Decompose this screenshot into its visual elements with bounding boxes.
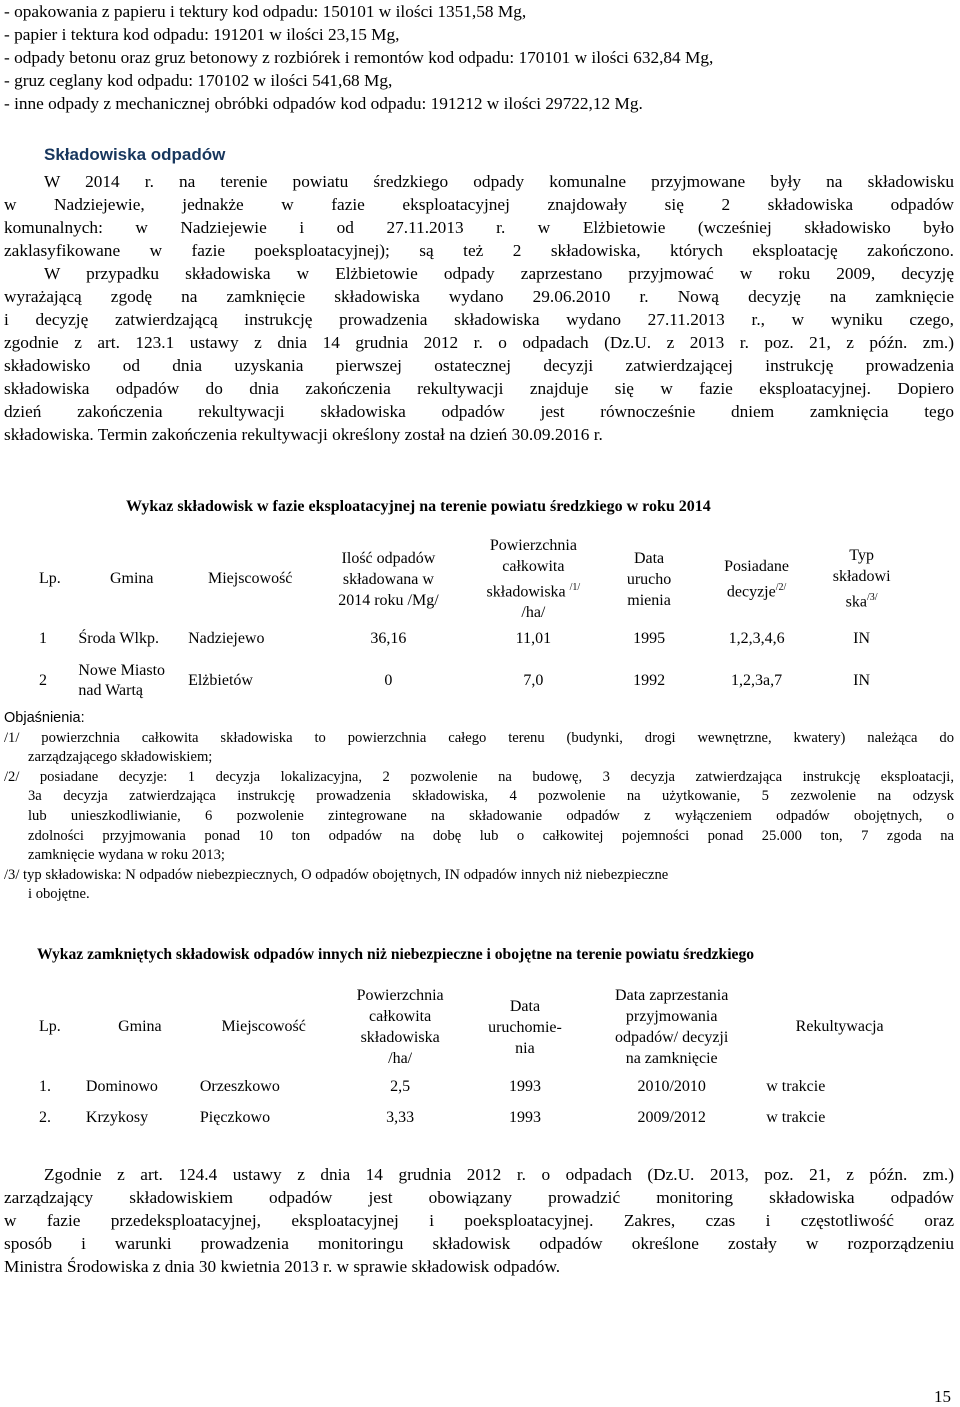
header-line: decyzje <box>726 583 776 601</box>
page-number: 15 <box>934 1387 951 1406</box>
paragraph-line: składowisko od dnia uzyskania pierwszej ostatecznej decyzji zatwierdzającej instrukcję prowadzenia <box>4 356 954 375</box>
list-item: - inne odpady z mechanicznej obróbki odpadów kod odpadu: 191212 w ilości 29722,12 Mg. <box>4 94 643 113</box>
header-line: przyjmowania <box>625 1008 718 1025</box>
paragraph-line: W 2014 r. na terenie powiatu średzkiego odpady komunalne przyjmowane były na składowisku <box>44 172 954 191</box>
header-line: Data zaprzestania <box>615 987 729 1004</box>
footnote-marker: /3/ <box>867 592 878 604</box>
paragraph-2 <box>4 262 954 446</box>
paragraph-line: W przypadku składowiska w Elżbietowie odpady zaprzestano przyjmować w roku 2009, decyzję <box>44 264 954 283</box>
cell-gmina: Krzykosy <box>85 1109 149 1126</box>
paragraph-line: zaklasyfikowane w fazie poeksploatacyjnej); są też 2 składowiska, których eksploatację zakończono. <box>4 241 954 260</box>
cell-miejscowosc: Orzeszkowo <box>199 1078 280 1095</box>
note-line: zdolności przyjmowania ponad 10 ton odpadów na dobę lub o całkowitej pojemności ponad 25.000 ton, 7 zgoda na <box>28 827 954 844</box>
header-line: mienia <box>627 591 671 609</box>
cell-zaprzestanie: 2009/2012 <box>637 1109 706 1126</box>
note-line: zamknięcie wydana w roku 2013; <box>28 847 225 864</box>
note-line: /2/ posiadane decyzje: 1 decyzja lokalizacyjna, 2 pozwolenie na budowę, 3 decyzja zatwierdzająca instrukcję eksploatacji, <box>4 768 954 785</box>
note-line: lub unieszkodliwianie, 6 pozwolenie zintegrowane na składowanie odpadów z wyłączeniem odpadów obojętnych, o <box>28 807 954 824</box>
cell-powierzchnia: 7,0 <box>523 672 544 689</box>
col-miejscowosc: Miejscowość <box>221 1018 306 1035</box>
col-gmina: Gmina <box>118 1018 162 1035</box>
note-line: zarządzającego składowiskiem; <box>28 749 213 766</box>
active-landfills-table <box>36 532 906 710</box>
paragraph-line: składowiska. Termin zakończenia rekultywacji określony został na dzień 30.09.2016 r. <box>4 425 603 444</box>
paragraph-line: w fazie przedeksploatacyjnej, eksploatacyjnej i poeksploatacyjnej. Zakres, czas i częstotliwość oraz <box>4 1211 954 1230</box>
header-line: składowi <box>832 568 891 586</box>
cell-miejscowosc: Nadziejewo <box>188 630 265 647</box>
paragraph-line: Zgodnie z art. 124.4 ustawy z dnia 14 grudnia 2012 r. o odpadach (Dz.U. 2013, poz. 21, z późn. zm.) <box>44 1165 954 1184</box>
cell-lp: 1 <box>39 630 47 647</box>
table1-caption: Wykaz składowisk w fazie eksploatacyjnej na terenie powiatu średzkiego w roku 2014 <box>126 498 711 515</box>
cell-decyzje: 1,2,3,4,6 <box>728 630 785 647</box>
list-item: - opakowania z papieru i tektury kod odpadu: 150101 w ilości 1351,58 Mg, <box>4 2 527 21</box>
cell-powierzchnia: 2,5 <box>390 1078 411 1095</box>
cell-lp: 2 <box>39 672 47 689</box>
paragraph-1 <box>4 170 954 262</box>
cell-data: 1992 <box>633 672 666 689</box>
col-gmina: Gmina <box>109 570 154 587</box>
header-line: Posiadane <box>724 557 790 575</box>
header-line: całkowita <box>502 557 565 575</box>
col-data <box>602 532 696 626</box>
closed-landfills-table <box>36 982 916 1134</box>
cell-decyzje: 1,2,3a,7 <box>731 672 783 689</box>
cell-powierzchnia: 11,01 <box>515 630 552 647</box>
note-line: 3a decyzja zatwierdzająca instrukcję prowadzenia składowiska, 4 pozwolenie na użytkowanie, 5 zezwolenie na odzysk <box>28 788 954 805</box>
table-row <box>36 652 906 710</box>
header-line: składowiska <box>360 1029 440 1046</box>
col-zaprzestanie <box>580 982 763 1072</box>
paragraph-line: Ministra Środowiska z dnia 30 kwietnia 2013 r. w sprawie składowisk odpadów. <box>4 1257 561 1276</box>
cell-data: 1995 <box>633 630 666 647</box>
header-line: składowiska <box>486 583 566 601</box>
cell-lp: 1. <box>39 1078 51 1095</box>
header-line: Typ <box>849 547 874 565</box>
paragraph-line: komunalnych: w Nadziejewie i od 27.11.2013 r. w Elżbietowie (wcześniej składowisko było <box>4 218 954 237</box>
cell-rekultywacja: w trakcie <box>766 1078 826 1095</box>
col-lp: Lp. <box>39 570 61 587</box>
paragraph-line: w Nadziejewie, jednakże w fazie eksploatacyjnej znajdowały się 2 składowiska odpadów <box>4 195 954 214</box>
header-line: urucho <box>626 570 672 588</box>
header-line: 2014 roku /Mg/ <box>338 591 439 609</box>
cell-zaprzestanie: 2010/2010 <box>637 1078 706 1095</box>
footnotes <box>4 709 954 905</box>
col-data <box>470 982 580 1072</box>
section-heading: Składowiska odpadów <box>44 145 226 164</box>
header-line: ska <box>845 593 867 611</box>
note-line: /3/ typ składowiska: N odpadów niebezpiecznych, O odpadów obojętnych, IN odpadów innych niż niebezpieczne <box>4 866 669 883</box>
note-line: i obojętne. <box>28 886 90 903</box>
note-line: /1/ powierzchnia całkowita składowiska to powierzchnia całego terenu (budynki, drogi wewnętrzne, kwatery) należąca do <box>4 729 954 746</box>
col-miejscowosc: Miejscowość <box>207 570 293 587</box>
notes-title: Objaśnienia: <box>4 710 85 726</box>
list-item: - papier i tektura kod odpadu: 191201 w ilości 23,15 Mg, <box>4 25 400 44</box>
list-item: - odpady betonu oraz gruz betonowy z rozbiórek i remontów kod odpadu: 170101 w ilości 632,84 Mg, <box>4 48 714 67</box>
header-line: uruchomie- <box>488 1018 562 1036</box>
cell-data: 1993 <box>508 1078 541 1095</box>
header-line: /ha/ <box>521 604 546 622</box>
col-rekultywacja: Rekultywacja <box>795 1018 884 1035</box>
header-line: na zamknięcie <box>625 1050 718 1067</box>
header-line: całkowita <box>369 1008 432 1025</box>
paragraph-3 <box>4 1163 954 1278</box>
cell-rekultywacja: w trakcie <box>766 1109 826 1126</box>
list-item: - gruz ceglany kod odpadu: 170102 w ilości 541,68 Mg, <box>4 71 393 90</box>
footnote-marker: /2/ <box>775 581 787 593</box>
col-typ <box>817 532 906 626</box>
paragraph-line: wyrażającą zgodę na zamknięcie składowiska wydano 29.06.2010 r. Nową decyzję na zamknięcie <box>4 287 954 306</box>
cell-line: nad Wartą <box>78 682 143 699</box>
header-line: odpadów/ decyzji <box>615 1029 729 1046</box>
col-lp: Lp. <box>39 1018 61 1035</box>
header-line: Powierzchnia <box>489 536 577 554</box>
header-line: nia <box>515 1039 535 1057</box>
paragraph-line: zarządzający składowiskiem odpadów jest obowiązany prowadzić monitoring składowiska odpadów <box>4 1188 954 1207</box>
footnote-marker: /1/ <box>569 581 581 593</box>
col-powierzchnia <box>330 982 469 1072</box>
cell-data: 1993 <box>508 1109 541 1126</box>
paragraph-line: dzień zakończenia rekultywacji składowiska odpadów jest równocześnie dniem zamknięcia tego <box>4 402 954 421</box>
cell-gmina: Środa Wlkp. <box>78 630 159 647</box>
cell-typ: IN <box>853 672 871 689</box>
cell-ilosc: 0 <box>384 672 393 689</box>
table2-caption: Wykaz zamkniętych składowisk odpadów innych niż niebezpieczne i obojętne na terenie powiatu średzkiego <box>37 946 755 963</box>
header-line: /ha/ <box>388 1050 413 1067</box>
col-ilosc <box>312 532 464 626</box>
header-line: Data <box>633 549 665 567</box>
header-line: Ilość odpadów <box>341 549 436 567</box>
header-line: składowana w <box>342 570 434 588</box>
waste-list <box>4 0 954 115</box>
header-line: Data <box>509 997 541 1015</box>
cell-gmina: Dominowo <box>85 1078 158 1095</box>
table-row <box>36 1072 916 1102</box>
cell-line: Nowe Miasto <box>78 662 166 679</box>
paragraph-line: sposób i warunki prowadzenia monitoringu składowisk odpadów określone zostały w rozporządzeniu <box>4 1234 954 1253</box>
col-powierzchnia <box>465 532 603 626</box>
paragraph-line: zgodnie z art. 123.1 ustawy z dnia 14 grudnia 2012 r. o odpadach (Dz.U. z 2013 r. poz. 21, z późn. zm.) <box>4 333 954 352</box>
table-row <box>36 626 906 652</box>
table-header-row <box>36 982 916 1072</box>
header-line: Powierzchnia <box>356 987 444 1004</box>
cell-powierzchnia: 3,33 <box>386 1109 415 1126</box>
cell-miejscowosc: Pięczkowo <box>199 1109 271 1126</box>
table-row <box>36 1102 916 1134</box>
cell-lp: 2. <box>39 1109 51 1126</box>
cell-ilosc: 36,16 <box>370 630 407 647</box>
paragraph-line: składowiska odpadów do dnia zakończenia rekultywacji znajduje się w fazie eksploatacyjnej. Dopiero <box>4 379 954 398</box>
cell-gmina <box>75 652 188 710</box>
cell-typ: IN <box>853 630 871 647</box>
table-header-row <box>36 532 906 626</box>
paragraph-line: i decyzję zatwierdzającą instrukcję prowadzenia składowiska wydano 27.11.2013 r., w wyniku czego, <box>4 310 954 329</box>
cell-miejscowosc: Elżbietów <box>188 672 253 689</box>
col-decyzje <box>696 532 817 626</box>
